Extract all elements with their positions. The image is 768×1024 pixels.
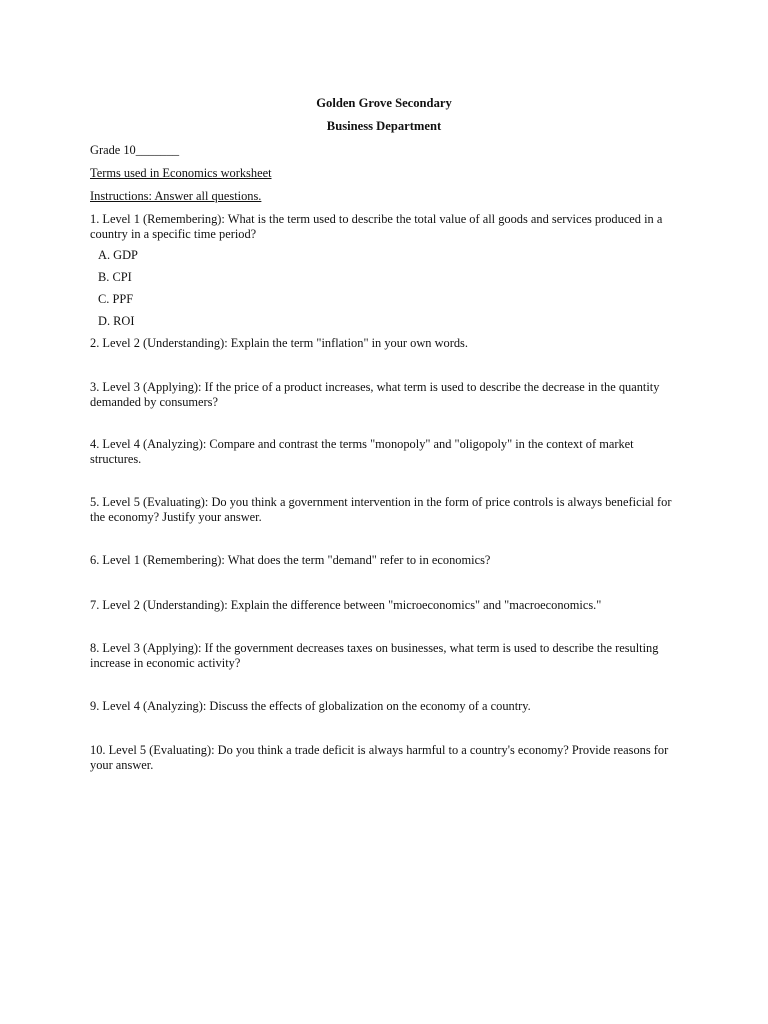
grade-line: Grade 10_______: [90, 143, 180, 157]
worksheet-title: Terms used in Economics worksheet: [90, 166, 272, 180]
question-10: 10. Level 5 (Evaluating): Do you think a trade deficit is always harmful to a country's economy? Provide reasons for your answer.: [90, 743, 669, 772]
question-4: 4. Level 4 (Analyzing): Compare and contrast the terms "monopoly" and "oligopoly" in the context of market structures.: [90, 437, 634, 466]
question-8: 8. Level 3 (Applying): If the government decreases taxes on businesses, what term is used to describe the resulting increase in economic activity?: [90, 641, 659, 670]
question-7: 7. Level 2 (Understanding): Explain the difference between "microeconomics" and "macroeconomics.": [90, 598, 602, 612]
question-6: 6. Level 1 (Remembering): What does the term "demand" refer to in economics?: [90, 553, 491, 567]
question-3: 3. Level 3 (Applying): If the price of a product increases, what term is used to describe the decrease in the quantity demanded by consumers?: [90, 380, 660, 409]
question-2: 2. Level 2 (Understanding): Explain the term "inflation" in your own words.: [90, 336, 468, 350]
school-name: Golden Grove Secondary: [316, 96, 452, 110]
question-9: 9. Level 4 (Analyzing): Discuss the effects of globalization on the economy of a country.: [90, 699, 531, 713]
question-5: 5. Level 5 (Evaluating): Do you think a government intervention in the form of price controls is always beneficial for the economy? Justify your answer.: [90, 495, 672, 524]
option-b: B. CPI: [98, 270, 132, 284]
question-1: 1. Level 1 (Remembering): What is the term used to describe the total value of all goods and services produced in a country in a specific time period?: [90, 212, 663, 241]
instructions: Instructions: Answer all questions.: [90, 189, 262, 203]
department-name: Business Department: [326, 119, 442, 133]
option-a: A. GDP: [98, 248, 138, 262]
option-d: D. ROI: [98, 314, 135, 328]
option-c: C. PPF: [98, 292, 134, 306]
